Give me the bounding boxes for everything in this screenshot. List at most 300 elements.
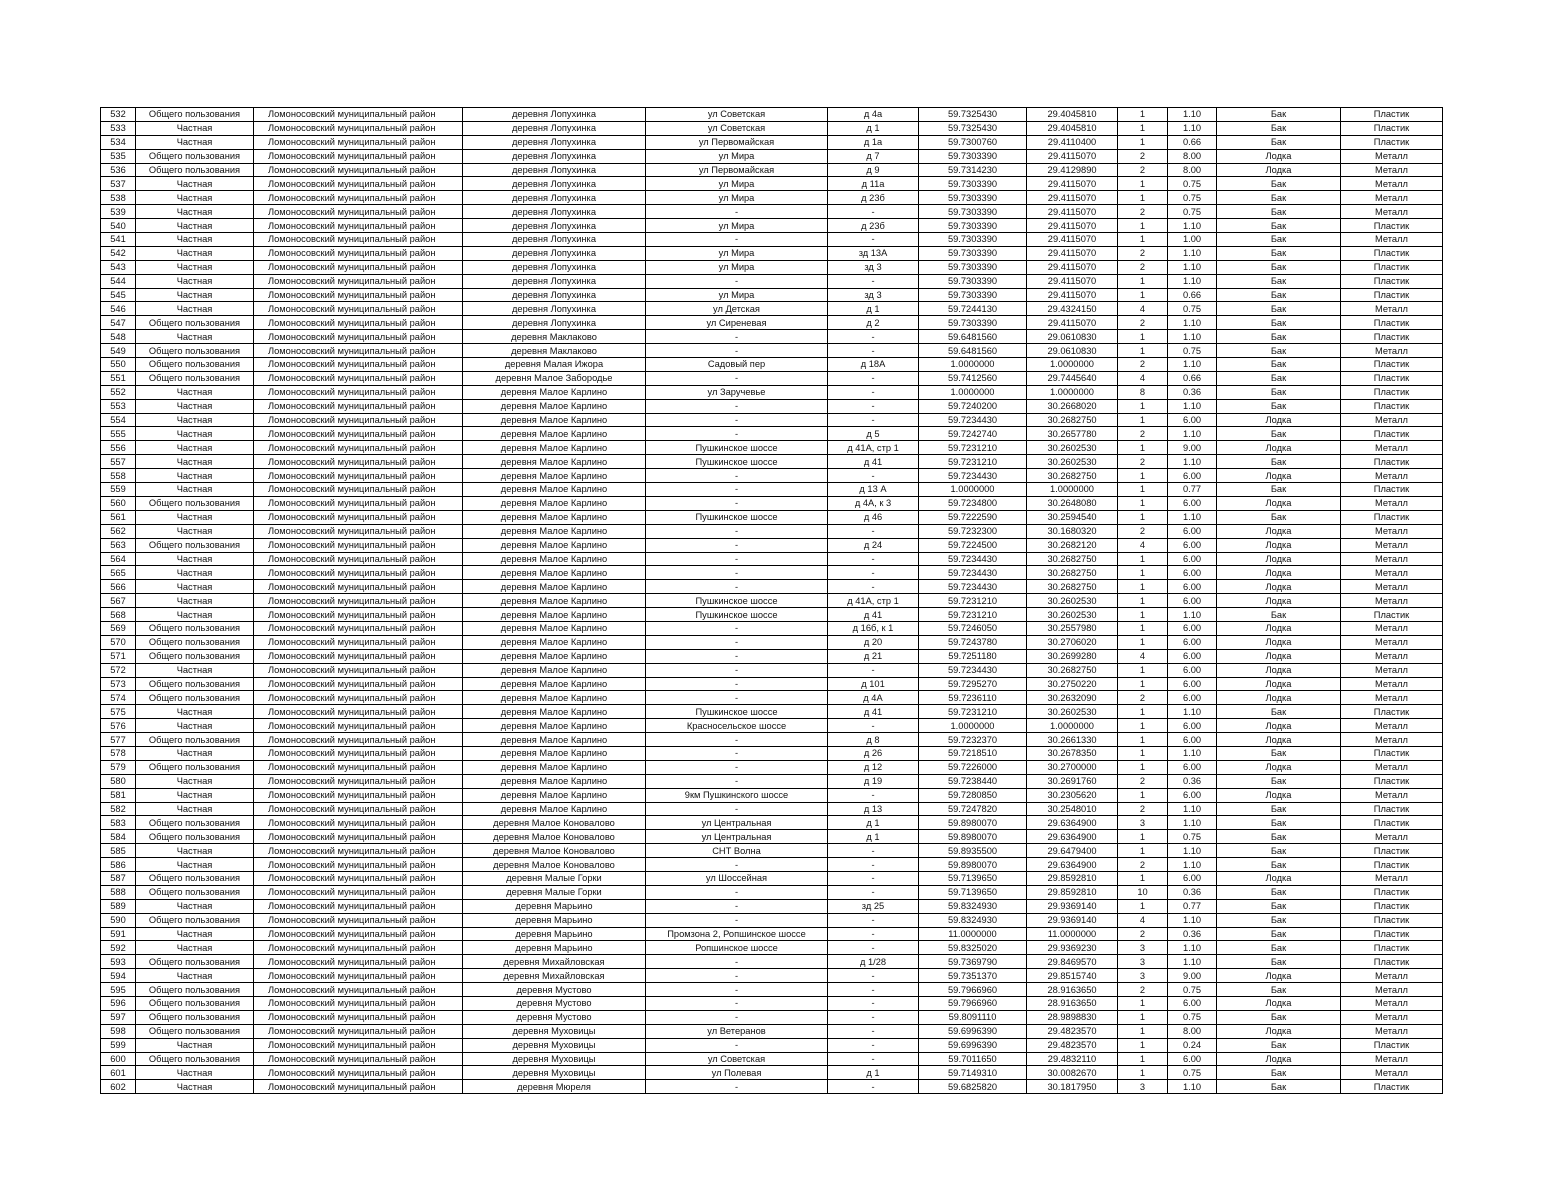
row-number-cell: 592 — [101, 941, 136, 955]
container-count-cell: 1 — [1118, 496, 1168, 510]
district-cell: Ломоносовский муниципальный район — [254, 1052, 463, 1066]
ownership-cell: Частная — [136, 260, 254, 274]
container-type-cell: Бак — [1217, 705, 1341, 719]
material-cell: Пластик — [1341, 108, 1443, 122]
longitude-cell: 30.2678350 — [1027, 746, 1118, 760]
container-count-cell: 1 — [1118, 483, 1168, 497]
house-cell: - — [828, 983, 919, 997]
container-count-cell: 1 — [1118, 1010, 1168, 1024]
latitude-cell: 59.7234430 — [919, 552, 1027, 566]
latitude-cell: 59.8324930 — [919, 899, 1027, 913]
longitude-cell: 29.4115070 — [1027, 149, 1118, 163]
settlement-cell: деревня Малое Карлино — [463, 705, 646, 719]
container-count-cell: 1 — [1118, 274, 1168, 288]
ownership-cell: Общего пользования — [136, 816, 254, 830]
volume-cell: 6.00 — [1168, 997, 1217, 1011]
district-cell: Ломоносовский муниципальный район — [254, 997, 463, 1011]
ownership-cell: Общего пользования — [136, 358, 254, 372]
container-count-cell: 1 — [1118, 719, 1168, 733]
container-type-cell: Бак — [1217, 246, 1341, 260]
ownership-cell: Частная — [136, 413, 254, 427]
house-cell: - — [828, 1038, 919, 1052]
house-cell: д 41А, стр 1 — [828, 594, 919, 608]
latitude-cell: 59.7303390 — [919, 288, 1027, 302]
volume-cell: 0.75 — [1168, 302, 1217, 316]
row-number-cell: 602 — [101, 1080, 136, 1094]
longitude-cell: 30.2594540 — [1027, 510, 1118, 524]
row-number-cell: 568 — [101, 608, 136, 622]
longitude-cell: 30.2661330 — [1027, 733, 1118, 747]
volume-cell: 0.75 — [1168, 205, 1217, 219]
settlement-cell: деревня Лопухинка — [463, 246, 646, 260]
volume-cell: 0.36 — [1168, 385, 1217, 399]
ownership-cell: Общего пользования — [136, 316, 254, 330]
house-cell: д 21 — [828, 649, 919, 663]
district-cell: Ломоносовский муниципальный район — [254, 385, 463, 399]
row-number-cell: 572 — [101, 663, 136, 677]
settlement-cell: деревня Лопухинка — [463, 233, 646, 247]
latitude-cell: 59.7139650 — [919, 871, 1027, 885]
volume-cell: 1.10 — [1168, 705, 1217, 719]
settlement-cell: деревня Лопухинка — [463, 177, 646, 191]
house-cell: д 24 — [828, 538, 919, 552]
table-row — [101, 969, 1443, 983]
material-cell: Пластик — [1341, 705, 1443, 719]
street-cell: - — [646, 983, 828, 997]
ownership-cell: Частная — [136, 552, 254, 566]
volume-cell: 0.75 — [1168, 177, 1217, 191]
settlement-cell: деревня Лопухинка — [463, 149, 646, 163]
house-cell: зд 25 — [828, 899, 919, 913]
longitude-cell: 29.4832110 — [1027, 1052, 1118, 1066]
house-cell: - — [828, 399, 919, 413]
material-cell: Металл — [1341, 496, 1443, 510]
row-number-cell: 542 — [101, 246, 136, 260]
latitude-cell: 59.6825820 — [919, 1080, 1027, 1094]
row-number-cell: 588 — [101, 885, 136, 899]
district-cell: Ломоносовский муниципальный район — [254, 802, 463, 816]
table-row — [101, 205, 1443, 219]
volume-cell: 1.10 — [1168, 330, 1217, 344]
settlement-cell: деревня Малое Карлино — [463, 802, 646, 816]
settlement-cell: деревня Лопухинка — [463, 135, 646, 149]
district-cell: Ломоносовский муниципальный район — [254, 344, 463, 358]
volume-cell: 6.00 — [1168, 760, 1217, 774]
house-cell: зд 3 — [828, 288, 919, 302]
street-cell: СНТ Волна — [646, 844, 828, 858]
row-number-cell: 550 — [101, 358, 136, 372]
latitude-cell: 59.8935500 — [919, 844, 1027, 858]
street-cell: - — [646, 330, 828, 344]
latitude-cell: 59.7412560 — [919, 371, 1027, 385]
house-cell: д 13 — [828, 802, 919, 816]
container-type-cell: Бак — [1217, 302, 1341, 316]
ownership-cell: Частная — [136, 594, 254, 608]
container-type-cell: Лодка — [1217, 719, 1341, 733]
table-row — [101, 399, 1443, 413]
container-type-cell: Бак — [1217, 885, 1341, 899]
street-cell: ул Сиреневая — [646, 316, 828, 330]
volume-cell: 0.75 — [1168, 344, 1217, 358]
table-row — [101, 621, 1443, 635]
ownership-cell: Частная — [136, 566, 254, 580]
table-row — [101, 219, 1443, 233]
table-row — [101, 538, 1443, 552]
container-type-cell: Лодка — [1217, 691, 1341, 705]
street-cell: - — [646, 413, 828, 427]
table-row — [101, 427, 1443, 441]
ownership-cell: Общего пользования — [136, 621, 254, 635]
latitude-cell: 1.0000000 — [919, 719, 1027, 733]
container-count-cell: 1 — [1118, 108, 1168, 122]
house-cell: д 1 — [828, 121, 919, 135]
container-count-cell: 2 — [1118, 246, 1168, 260]
table-row — [101, 997, 1443, 1011]
district-cell: Ломоносовский муниципальный район — [254, 233, 463, 247]
ownership-cell: Общего пользования — [136, 538, 254, 552]
house-cell: - — [828, 524, 919, 538]
ownership-cell: Общего пользования — [136, 649, 254, 663]
material-cell: Металл — [1341, 552, 1443, 566]
container-type-cell: Бак — [1217, 913, 1341, 927]
settlement-cell: деревня Лопухинка — [463, 205, 646, 219]
latitude-cell: 59.7234430 — [919, 663, 1027, 677]
container-count-cell: 1 — [1118, 608, 1168, 622]
district-cell: Ломоносовский муниципальный район — [254, 399, 463, 413]
container-type-cell: Бак — [1217, 1010, 1341, 1024]
settlement-cell: деревня Малое Карлино — [463, 427, 646, 441]
material-cell: Металл — [1341, 594, 1443, 608]
row-number-cell: 532 — [101, 108, 136, 122]
container-count-cell: 1 — [1118, 635, 1168, 649]
street-cell: - — [646, 691, 828, 705]
table-row — [101, 385, 1443, 399]
material-cell: Металл — [1341, 566, 1443, 580]
material-cell: Пластик — [1341, 427, 1443, 441]
latitude-cell: 59.8980070 — [919, 816, 1027, 830]
container-type-cell: Лодка — [1217, 163, 1341, 177]
ownership-cell: Частная — [136, 177, 254, 191]
row-number-cell: 561 — [101, 510, 136, 524]
house-cell: - — [828, 1024, 919, 1038]
latitude-cell: 59.7222590 — [919, 510, 1027, 524]
container-type-cell: Лодка — [1217, 788, 1341, 802]
volume-cell: 8.00 — [1168, 163, 1217, 177]
latitude-cell: 59.8324930 — [919, 913, 1027, 927]
district-cell: Ломоносовский муниципальный район — [254, 552, 463, 566]
settlement-cell: деревня Малое Карлино — [463, 580, 646, 594]
row-number-cell: 537 — [101, 177, 136, 191]
longitude-cell: 30.2602530 — [1027, 594, 1118, 608]
row-number-cell: 601 — [101, 1066, 136, 1080]
latitude-cell: 59.7325430 — [919, 108, 1027, 122]
row-number-cell: 562 — [101, 524, 136, 538]
latitude-cell: 59.8980070 — [919, 858, 1027, 872]
volume-cell: 0.66 — [1168, 371, 1217, 385]
material-cell: Пластик — [1341, 121, 1443, 135]
district-cell: Ломоносовский муниципальный район — [254, 760, 463, 774]
data-sheet — [100, 107, 1442, 1094]
settlement-cell: деревня Малое Карлино — [463, 594, 646, 608]
district-cell: Ломоносовский муниципальный район — [254, 871, 463, 885]
volume-cell: 0.75 — [1168, 1010, 1217, 1024]
material-cell: Металл — [1341, 1024, 1443, 1038]
house-cell: д 1а — [828, 135, 919, 149]
container-count-cell: 1 — [1118, 135, 1168, 149]
street-cell: - — [646, 858, 828, 872]
house-cell: д 18А — [828, 358, 919, 372]
settlement-cell: деревня Маклаково — [463, 330, 646, 344]
latitude-cell: 59.7247820 — [919, 802, 1027, 816]
district-cell: Ломоносовский муниципальный район — [254, 260, 463, 274]
volume-cell: 6.00 — [1168, 538, 1217, 552]
latitude-cell: 59.7295270 — [919, 677, 1027, 691]
house-cell: - — [828, 1010, 919, 1024]
volume-cell: 9.00 — [1168, 969, 1217, 983]
longitude-cell: 29.4115070 — [1027, 177, 1118, 191]
table-row — [101, 941, 1443, 955]
settlement-cell: деревня Малое Карлино — [463, 524, 646, 538]
latitude-cell: 1.0000000 — [919, 483, 1027, 497]
table-row — [101, 635, 1443, 649]
ownership-cell: Частная — [136, 121, 254, 135]
district-cell: Ломоносовский муниципальный район — [254, 1080, 463, 1094]
material-cell: Пластик — [1341, 913, 1443, 927]
settlement-cell: деревня Малое Карлино — [463, 691, 646, 705]
street-cell: ул Мира — [646, 149, 828, 163]
house-cell: - — [828, 969, 919, 983]
volume-cell: 6.00 — [1168, 691, 1217, 705]
district-cell: Ломоносовский муниципальный район — [254, 580, 463, 594]
material-cell: Пластик — [1341, 899, 1443, 913]
latitude-cell: 59.7231210 — [919, 608, 1027, 622]
latitude-cell: 59.7303390 — [919, 316, 1027, 330]
settlement-cell: деревня Малое Карлино — [463, 538, 646, 552]
container-type-cell: Бак — [1217, 816, 1341, 830]
container-count-cell: 1 — [1118, 413, 1168, 427]
settlement-cell: деревня Малое Коновалово — [463, 858, 646, 872]
row-number-cell: 584 — [101, 830, 136, 844]
longitude-cell: 29.4115070 — [1027, 260, 1118, 274]
longitude-cell: 11.0000000 — [1027, 927, 1118, 941]
table-row — [101, 524, 1443, 538]
container-count-cell: 2 — [1118, 316, 1168, 330]
longitude-cell: 29.4115070 — [1027, 191, 1118, 205]
settlement-cell: деревня Малое Карлино — [463, 719, 646, 733]
container-type-cell: Лодка — [1217, 871, 1341, 885]
material-cell: Пластик — [1341, 219, 1443, 233]
volume-cell: 6.00 — [1168, 663, 1217, 677]
longitude-cell: 1.0000000 — [1027, 719, 1118, 733]
district-cell: Ломоносовский муниципальный район — [254, 1038, 463, 1052]
street-cell: - — [646, 580, 828, 594]
volume-cell: 6.00 — [1168, 649, 1217, 663]
container-count-cell: 4 — [1118, 913, 1168, 927]
house-cell: д 46 — [828, 510, 919, 524]
settlement-cell: деревня Лопухинка — [463, 316, 646, 330]
street-cell: - — [646, 663, 828, 677]
container-count-cell: 2 — [1118, 858, 1168, 872]
longitude-cell: 30.2602530 — [1027, 441, 1118, 455]
table-row — [101, 358, 1443, 372]
latitude-cell: 59.7303390 — [919, 233, 1027, 247]
table-row — [101, 316, 1443, 330]
house-cell: д 1 — [828, 302, 919, 316]
container-type-cell: Бак — [1217, 483, 1341, 497]
latitude-cell: 59.7369790 — [919, 955, 1027, 969]
container-count-cell: 1 — [1118, 344, 1168, 358]
street-cell: ул Советская — [646, 1052, 828, 1066]
ownership-cell: Общего пользования — [136, 983, 254, 997]
volume-cell: 1.10 — [1168, 1080, 1217, 1094]
container-count-cell: 1 — [1118, 469, 1168, 483]
table-row — [101, 163, 1443, 177]
table-row — [101, 1052, 1443, 1066]
container-count-cell: 10 — [1118, 885, 1168, 899]
longitude-cell: 29.8592810 — [1027, 885, 1118, 899]
district-cell: Ломоносовский муниципальный район — [254, 677, 463, 691]
longitude-cell: 30.2557980 — [1027, 621, 1118, 635]
street-cell: ул Заручевье — [646, 385, 828, 399]
settlement-cell: деревня Лопухинка — [463, 260, 646, 274]
volume-cell: 0.66 — [1168, 135, 1217, 149]
longitude-cell: 30.2682750 — [1027, 580, 1118, 594]
container-type-cell: Лодка — [1217, 566, 1341, 580]
container-type-cell: Бак — [1217, 1038, 1341, 1052]
longitude-cell: 30.2602530 — [1027, 455, 1118, 469]
street-cell: ул Первомайская — [646, 163, 828, 177]
house-cell: д 13 А — [828, 483, 919, 497]
ownership-cell: Общего пользования — [136, 830, 254, 844]
latitude-cell: 59.7243780 — [919, 635, 1027, 649]
latitude-cell: 59.6481560 — [919, 330, 1027, 344]
material-cell: Пластик — [1341, 288, 1443, 302]
district-cell: Ломоносовский муниципальный район — [254, 885, 463, 899]
material-cell: Пластик — [1341, 483, 1443, 497]
street-cell: Пушкинское шоссе — [646, 510, 828, 524]
row-number-cell: 591 — [101, 927, 136, 941]
container-count-cell: 1 — [1118, 1052, 1168, 1066]
longitude-cell: 29.6479400 — [1027, 844, 1118, 858]
street-cell: - — [646, 885, 828, 899]
street-cell: ул Центральная — [646, 816, 828, 830]
material-cell: Металл — [1341, 413, 1443, 427]
street-cell: - — [646, 774, 828, 788]
row-number-cell: 534 — [101, 135, 136, 149]
material-cell: Пластик — [1341, 858, 1443, 872]
ownership-cell: Частная — [136, 288, 254, 302]
table-row — [101, 608, 1443, 622]
district-cell: Ломоносовский муниципальный район — [254, 358, 463, 372]
material-cell: Металл — [1341, 469, 1443, 483]
street-cell: Пушкинское шоссе — [646, 594, 828, 608]
latitude-cell: 59.8325020 — [919, 941, 1027, 955]
ownership-cell: Общего пользования — [136, 997, 254, 1011]
district-cell: Ломоносовский муниципальный район — [254, 858, 463, 872]
table-row — [101, 371, 1443, 385]
street-cell: Промзона 2, Ропшинское шоссе — [646, 927, 828, 941]
table-row — [101, 983, 1443, 997]
volume-cell: 0.36 — [1168, 774, 1217, 788]
district-cell: Ломоносовский муниципальный район — [254, 108, 463, 122]
container-type-cell: Бак — [1217, 260, 1341, 274]
container-count-cell: 2 — [1118, 927, 1168, 941]
row-number-cell: 574 — [101, 691, 136, 705]
house-cell: - — [828, 274, 919, 288]
latitude-cell: 59.6996390 — [919, 1038, 1027, 1052]
latitude-cell: 59.7303390 — [919, 219, 1027, 233]
container-type-cell: Лодка — [1217, 677, 1341, 691]
table-row — [101, 663, 1443, 677]
district-cell: Ломоносовский муниципальный район — [254, 469, 463, 483]
container-count-cell: 1 — [1118, 121, 1168, 135]
settlement-cell: деревня Мюреля — [463, 1080, 646, 1094]
row-number-cell: 587 — [101, 871, 136, 885]
street-cell: - — [646, 496, 828, 510]
house-cell: - — [828, 469, 919, 483]
container-count-cell: 1 — [1118, 746, 1168, 760]
row-number-cell: 593 — [101, 955, 136, 969]
house-cell: д 26 — [828, 746, 919, 760]
material-cell: Пластик — [1341, 330, 1443, 344]
volume-cell: 8.00 — [1168, 1024, 1217, 1038]
settlement-cell: деревня Муховицы — [463, 1066, 646, 1080]
latitude-cell: 59.6996390 — [919, 1024, 1027, 1038]
material-cell: Металл — [1341, 344, 1443, 358]
row-number-cell: 535 — [101, 149, 136, 163]
longitude-cell: 30.2682750 — [1027, 469, 1118, 483]
container-type-cell: Лодка — [1217, 997, 1341, 1011]
container-count-cell: 1 — [1118, 830, 1168, 844]
container-count-cell: 1 — [1118, 177, 1168, 191]
container-type-cell: Бак — [1217, 1066, 1341, 1080]
material-cell: Металл — [1341, 969, 1443, 983]
ownership-cell: Частная — [136, 774, 254, 788]
volume-cell: 6.00 — [1168, 621, 1217, 635]
house-cell: - — [828, 1052, 919, 1066]
table-row — [101, 733, 1443, 747]
latitude-cell: 1.0000000 — [919, 385, 1027, 399]
longitude-cell: 30.2682750 — [1027, 552, 1118, 566]
table-row — [101, 677, 1443, 691]
container-count-cell: 1 — [1118, 1024, 1168, 1038]
latitude-cell: 59.7303390 — [919, 205, 1027, 219]
material-cell: Пластик — [1341, 316, 1443, 330]
volume-cell: 6.00 — [1168, 635, 1217, 649]
container-count-cell: 2 — [1118, 205, 1168, 219]
volume-cell: 0.36 — [1168, 927, 1217, 941]
district-cell: Ломоносовский муниципальный район — [254, 219, 463, 233]
material-cell: Пластик — [1341, 802, 1443, 816]
table-row — [101, 566, 1443, 580]
street-cell: - — [646, 913, 828, 927]
longitude-cell: 1.0000000 — [1027, 483, 1118, 497]
ownership-cell: Общего пользования — [136, 913, 254, 927]
house-cell: - — [828, 844, 919, 858]
material-cell: Пластик — [1341, 358, 1443, 372]
table-row — [101, 108, 1443, 122]
container-type-cell: Лодка — [1217, 469, 1341, 483]
house-cell: - — [828, 552, 919, 566]
latitude-cell: 59.7218510 — [919, 746, 1027, 760]
material-cell: Металл — [1341, 441, 1443, 455]
material-cell: Пластик — [1341, 1038, 1443, 1052]
district-cell: Ломоносовский муниципальный район — [254, 719, 463, 733]
volume-cell: 1.10 — [1168, 913, 1217, 927]
ownership-cell: Частная — [136, 219, 254, 233]
container-count-cell: 1 — [1118, 330, 1168, 344]
street-cell: - — [646, 1080, 828, 1094]
